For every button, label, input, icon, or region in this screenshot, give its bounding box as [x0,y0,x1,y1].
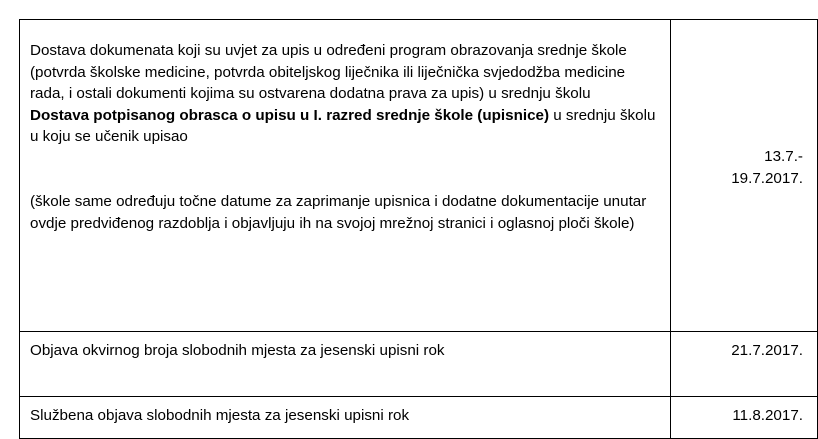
enrollment-form-delivery-bold: Dostava potpisanog obrasca o upisu u I. razred srednje škole (upisnice) [30,106,550,124]
table-row [20,20,818,332]
documents-delivery-text: Dostava dokumenata koji su uvjet za upis u određeni program obrazovanja srednje škole (potvrda školske medicine, potvrda obiteljskog liječnika ili liječnička svjedodžba medicine rada, i ostali dokumenti kojima su ostvarena dodatna prava za upis) u srednju školu [30,42,627,103]
row-description: Službena objava slobodnih mjesta za jesenski upisni rok [20,397,671,439]
row-date: 21.7.2017. [671,332,818,397]
date-range-end: 19.7.2017. [731,169,803,187]
row-date: 11.8.2017. [671,397,818,439]
schedule-table [19,19,818,439]
enrollment-form-delivery-text: u srednju školu u koju se učenik upisao [30,106,656,146]
row-description: Objava okvirnog broja slobodnih mjesta za jesenski upisni rok [20,332,671,397]
row-description [20,20,671,332]
table-row [20,332,818,397]
row-date [671,20,818,332]
schools-note: (škole same određuju točne datume za zaprimanje upisnica i dodatne dokumentacije unutar ovdje predviđenog razdoblja i objavljuju ih na svojoj mrežnoj stranici i oglasnoj ploči škole) [30,192,647,232]
date-range-start: 13.7.- [764,148,803,165]
table-row [20,397,818,439]
